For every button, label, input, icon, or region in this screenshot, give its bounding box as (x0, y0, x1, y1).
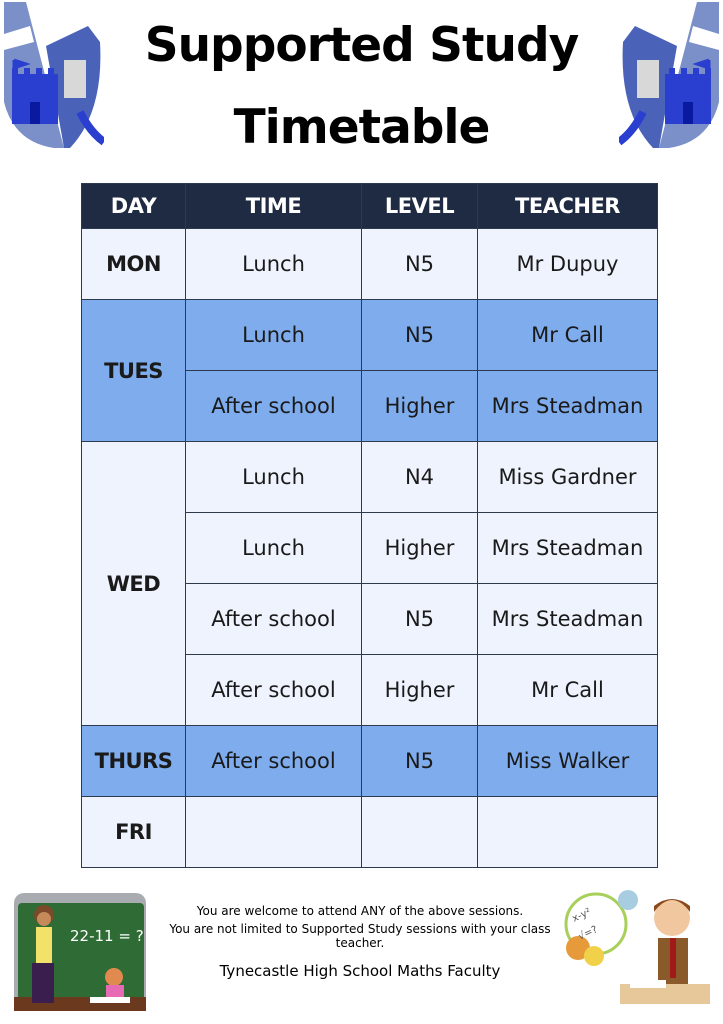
teacher-cell: Miss Gardner (478, 442, 658, 513)
level-cell: N5 (362, 726, 478, 797)
day-cell: FRI (82, 797, 186, 868)
table-row (82, 726, 658, 797)
column-header-time: TIME (186, 184, 362, 229)
time-cell: After school (186, 584, 362, 655)
day-cell: WED (82, 442, 186, 726)
teacher-cell: Mrs Steadman (478, 371, 658, 442)
time-cell: After school (186, 726, 362, 797)
time-cell (186, 797, 362, 868)
table-row (82, 300, 658, 371)
day-cell: TUES (82, 300, 186, 442)
time-cell: Lunch (186, 442, 362, 513)
level-cell: N5 (362, 300, 478, 371)
faculty-name: Tynecastle High School Maths Faculty (219, 962, 501, 980)
column-header-day: DAY (82, 184, 186, 229)
school-crest-icon (4, 2, 104, 148)
day-cell: MON (82, 229, 186, 300)
teacher-cell: Mr Call (478, 300, 658, 371)
column-header-teacher: TEACHER (478, 184, 658, 229)
table-header-row (82, 184, 658, 229)
table-row (82, 442, 658, 513)
svg-text:x-y²: x-y² (570, 906, 593, 925)
level-cell: N5 (362, 229, 478, 300)
teacher-cell (478, 797, 658, 868)
table-row (82, 797, 658, 868)
footer-note-line2: You are not limited to Supported Study sessions with your class teacher. (169, 922, 551, 950)
level-cell: Higher (362, 513, 478, 584)
footer-note-line1: You are welcome to attend ANY of the above sessions. (196, 904, 524, 918)
teacher-cell: Mr Dupuy (478, 229, 658, 300)
teacher-cell: Mr Call (478, 655, 658, 726)
column-header-level: LEVEL (362, 184, 478, 229)
time-cell: Lunch (186, 300, 362, 371)
chalkboard-text: 22-11 = ? (70, 927, 144, 945)
level-cell: N4 (362, 442, 478, 513)
teacher-cell: Mrs Steadman (478, 513, 658, 584)
teacher-cell: Miss Walker (478, 726, 658, 797)
page-title-line1: Supported Study (144, 18, 579, 73)
level-cell: N5 (362, 584, 478, 655)
student-thinking-illustration (560, 888, 710, 1012)
level-cell: Higher (362, 371, 478, 442)
time-cell: After school (186, 371, 362, 442)
teacher-cell: Mrs Steadman (478, 584, 658, 655)
school-crest-icon (619, 2, 719, 148)
page-title-line2: Timetable (233, 100, 490, 155)
table-row (82, 229, 658, 300)
teacher-chalkboard-illustration (14, 893, 146, 1011)
time-cell: After school (186, 655, 362, 726)
timetable (81, 183, 658, 868)
time-cell: Lunch (186, 229, 362, 300)
day-cell: THURS (82, 726, 186, 797)
time-cell: Lunch (186, 513, 362, 584)
level-cell (362, 797, 478, 868)
level-cell: Higher (362, 655, 478, 726)
svg-text:√=?: √=? (576, 924, 600, 943)
